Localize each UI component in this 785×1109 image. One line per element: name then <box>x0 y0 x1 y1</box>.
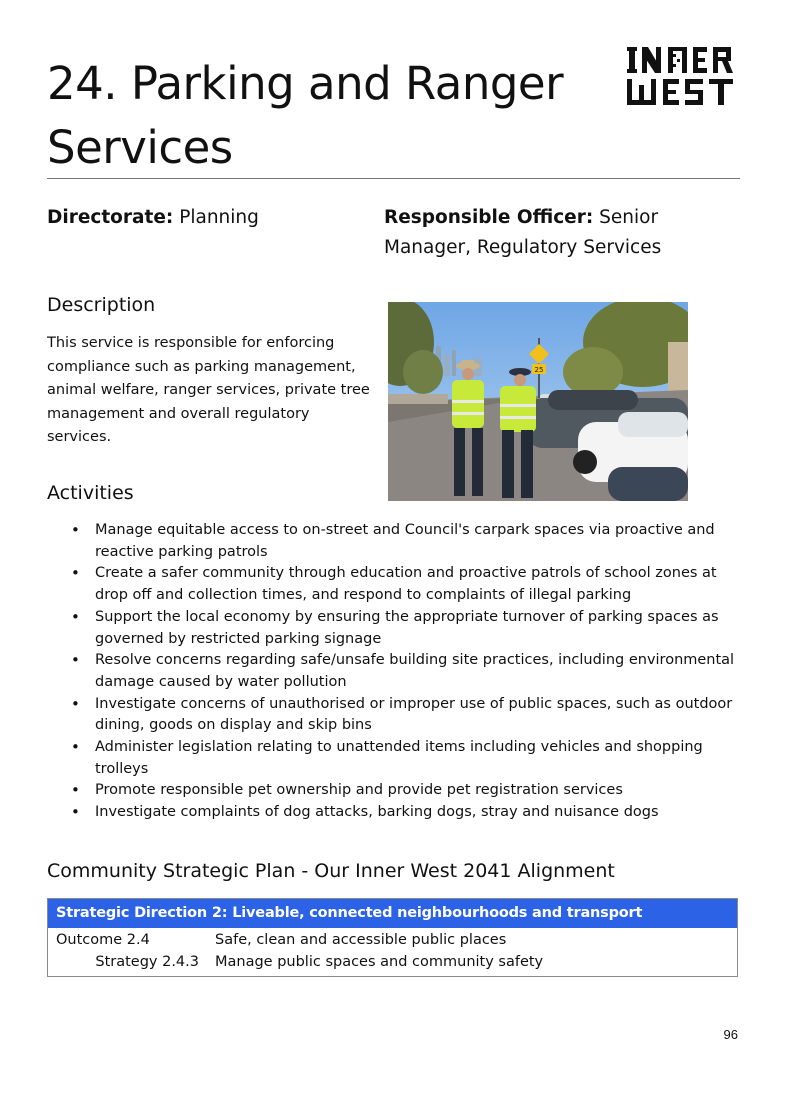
directorate <box>47 203 367 233</box>
list-item: • Resolve concerns regarding safe/unsafe building site practices, including environmental damage caused by water pollution <box>47 650 747 693</box>
list-item: • Administer legislation relating to unattended items including vehicles and shopping trolleys <box>47 737 747 780</box>
officer-value: Senior Manager, Regulatory Services <box>384 207 662 258</box>
table-row <box>48 952 737 974</box>
direction-label: Strategic Direction 2: <box>56 905 228 921</box>
list-item: • Investigate concerns of unauthorised or improper use of public spaces, such as outdoor dining, goods on display and skip bins <box>47 694 747 737</box>
direction-value: Liveable, connected neighbourhoods and transport <box>232 905 643 921</box>
description-heading: Description <box>47 294 156 316</box>
strategy-label: Strategy 2.4.3 <box>95 953 199 970</box>
activities-list <box>47 520 747 824</box>
list-item: • Support the local economy by ensuring the appropriate turnover of parking spaces as governed by restricted parking signage <box>47 607 747 650</box>
csp-table-body <box>48 928 737 976</box>
outcome-label: Outcome 2.4 <box>56 932 150 948</box>
page-number: 96 <box>723 1027 738 1042</box>
officer-label: Responsible Officer: <box>384 207 594 228</box>
strategy-value: Manage public spaces and community safety <box>215 953 544 970</box>
csp-heading: Community Strategic Plan - Our Inner West 2041 Alignment <box>47 860 615 882</box>
outcome-value: Safe, clean and accessible public places <box>215 932 507 948</box>
list-item: • Create a safer community through education and proactive patrols of school zones at drop off and collection times, and respond to complaints of illegal parking <box>47 563 747 606</box>
title-divider <box>47 178 740 179</box>
list-item: • Investigate complaints of dog attacks, barking dogs, stray and nuisance dogs <box>47 802 747 824</box>
csp-alignment-table <box>47 898 738 977</box>
list-item: • Manage equitable access to on-street and Council's carpark spaces via proactive and reactive parking patrols <box>47 520 747 563</box>
directorate-label: Directorate: <box>47 207 174 228</box>
sign-text: 25 <box>534 366 544 374</box>
list-item: • Promote responsible pet ownership and provide pet registration services <box>47 780 747 802</box>
directorate-value: Planning <box>179 207 259 228</box>
description-text: This service is responsible for enforcing compliance such as parking management, animal welfare, ranger services, private tree management and overall regulatory services. <box>47 335 370 445</box>
rangers-street-photo <box>388 302 688 501</box>
activities-heading: Activities <box>47 482 134 504</box>
responsible-officer <box>384 203 744 263</box>
table-row <box>48 930 737 952</box>
strategic-direction-header <box>48 899 737 928</box>
inner-west-logo <box>625 45 737 107</box>
page-title: 24. Parking and Ranger Services <box>47 57 564 174</box>
